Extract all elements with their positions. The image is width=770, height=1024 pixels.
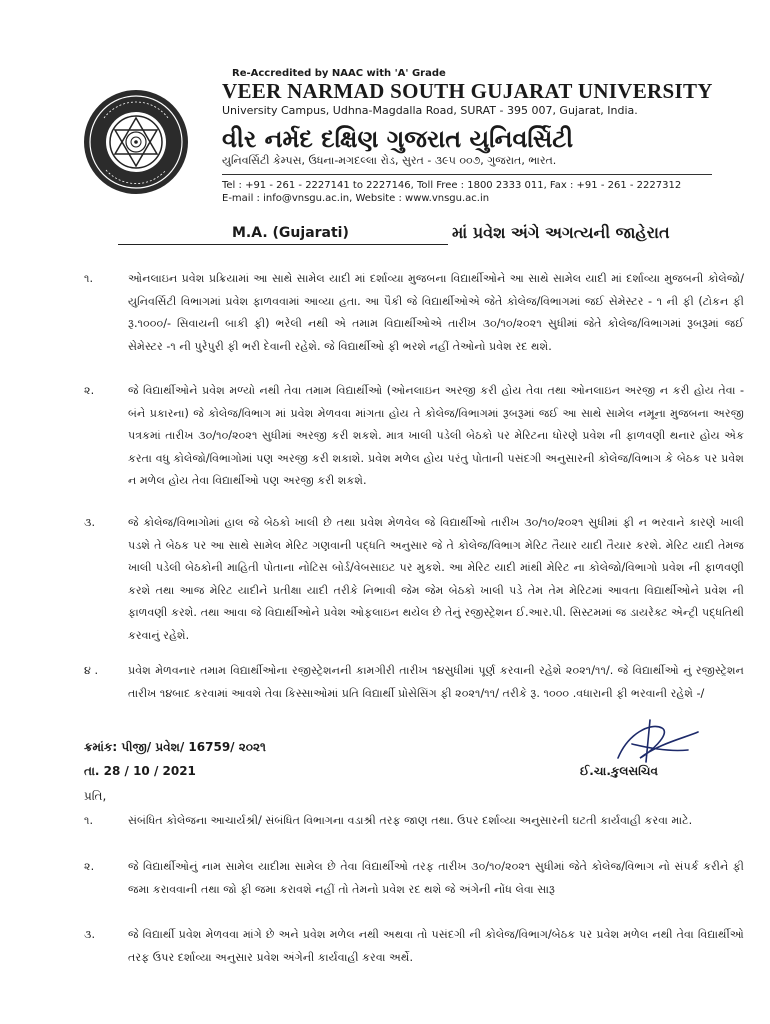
- university-address: University Campus, Udhna-Magdalla Road, SURAT - 395 007, Gujarat, India.: [222, 104, 638, 117]
- title-underline: [118, 244, 448, 245]
- recipient-text: જે વિદ્યાર્થી પ્રવેશ મેળવવા માંગે છે અને પ્રવેશ મળેલ નથી અથવા તો પસંદગી ની કોલેજ/વિભાગ/બેઠક પર પ્રવેશ મળેલ નથી તેવા વિદ્યાર્થીઓ તરફ ઉપર દર્શાવ્યા અનુસાર પ્રવેશ અંગેની કાર્યવાહી કરવા અર્થે.: [128, 928, 744, 964]
- recipient-text: સંબંધિત કોલેજના આચાર્યશ્રી/ સંબંધિત વિભાગના વડાશ્રી તરફ જાણ તથા. ઉપર દર્શાવ્યા અનુસારની ઘટતી કાર્યવાહી કરવા માટે.: [128, 814, 693, 827]
- university-seal-logo: [82, 88, 190, 196]
- paragraph-number: ૪ .: [84, 664, 99, 677]
- title-text: માં પ્રવેશ અંગે અગત્યની જાહેરાત: [452, 223, 670, 242]
- contact-phone: Tel : +91 - 261 - 2227141 to 2227146, Toll Free : 1800 2333 011, Fax : +91 - 261 - 2227312: [222, 180, 682, 191]
- paragraph-2: [84, 380, 744, 493]
- course-name: M.A. (Gujarati): [232, 225, 349, 241]
- recipient-2: [84, 856, 744, 901]
- letterhead: [222, 68, 732, 205]
- reference-date: તા. 28 / 10 / 2021: [84, 764, 196, 778]
- paragraph-3: [84, 512, 744, 648]
- paragraph-text: જે વિદ્યાર્થીઓને પ્રવેશ મળ્યો નથી તેવા તમામ વિદ્યાર્થીઓ (ઓનલાઇન અરજી કરી હોય તેવા તથા ઓનલાઇન અરજી ન કરી હોય તેવા - બંને પ્રકારના) જે કોલેજ/વિભાગ માં પ્રવેશ મેળવવા માંગતા હોય તે કોલેજ/વિભાગમાં રૂબરૂમાં જઈ આ સાથે સામેલ નમૂના મુજબના અરજી પત્રકમાં તારીખ ૩૦/૧૦/૨૦૨૧ સુધીમાં અરજી કરી શકશે. માત્ર ખાલી પડેલી બેઠકો પર મેરિટના ધોરણે પ્રવેશ ની ફાળવણી થનાર હોય એક કરતા વધુ કોલેજો/વિભાગોમાં પણ અરજી કરી શકાશે. પ્રવેશ મળેલ હોય પરંતુ પોતાની પસંદગી અનુસારની કોલેજ/વિભાગ કે બેઠક પર પ્રવેશ ન મળેલ હોય તેવા વિદ્યાર્થીઓ પણ અરજી કરી શકશે.: [128, 384, 744, 488]
- university-name: VEER NARMAD SOUTH GUJARAT UNIVERSITY: [222, 79, 713, 103]
- paragraph-1: [84, 268, 744, 358]
- university-name-gujarati: વીર નર્મદ દક્ષિણ ગુજરાત યુનિવર્સિટી: [222, 125, 574, 153]
- prati-label: પ્રતિ,: [84, 789, 107, 803]
- university-address-gujarati: યુનિવર્સિટી કેમ્પસ, ઉધના-મગદલ્લા રોડ, સુરત - ૩૯૫ ૦૦૭, ગુજરાત, ભારત.: [222, 154, 557, 167]
- paragraph-text: પ્રવેશ મેળવનાર તમામ વિદ્યાર્થીઓના રજીસ્ટ્રેશનની કામગીરી તારીખ ૧૪સુધીમાં પૂર્ણ કરવાની રહેશે ૨૦૨૧/૧૧/. જે વિદ્યાર્થીઓ નું રજીસ્ટ્રેશન તારીખ ૧૪બાદ કરવામાં આવશે તેવા કિસ્સાઓમાં પ્રતિ વિદ્યાર્થી પ્રોસેસિંગ ફી ૨૦૨૧/૧૧/ તરીકે રૂ. ૧૦૦૦ .વધારાની ફી ભરવાની રહેશે -/: [128, 664, 744, 700]
- paragraph-text: ઓનલાઇન પ્રવેશ પ્રક્રિયામાં આ સાથે સામેલ યાદી માં દર્શાવ્યા મુજબના વિદ્યાર્થીઓને આ સાથે સામેલ યાદી માં દર્શાવ્યા મુજબની કોલેજો/યુનિવર્સિટી વિભાગમાં પ્રવેશ ફાળવવામાં આવ્યા હતા. આ પૈકી જે વિદ્યાર્થીઓએ જેતે કોલેજ/વિભાગમાં જઈ સેમેસ્ટર - ૧ ની ફી (ટોકન ફી રૂ.૧૦૦૦/- સિવાયની બાકી ફી) ભરેલી નથી એ તમામ વિદ્યાર્થીઓએ તારીખ ૩૦/૧૦/૨૦૨૧ સુધીમાં જેતે કોલેજ/વિભાગમાં રૂબરૂમાં જઈ સેમેસ્ટર -૧ ની પુરેપુરી ફી ભરી દેવાની રહેશે. જે વિદ્યાર્થીઓ ફી ભરશે નહીં તેઓનો પ્રવેશ રદ થશે.: [128, 272, 744, 353]
- recipient-text: જે વિદ્યાર્થીઓનું નામ સામેલ યાદીમા સામેલ છે તેવા વિદ્યાર્થીઓ તરફ તારીખ ૩૦/૧૦/૨૦૨૧ સુધીમાં જેતે કોલેજ/વિભાગ નો સંપર્ક કરીને ફી જમા કરાવવાની તથા જો ફી જમા કરાવશે નહીં તો તેમનો પ્રવેશ રદ થશે જે અંગેની નોંધ લેવા સારૂ: [128, 860, 744, 896]
- paragraph-number: ૨.: [84, 384, 95, 397]
- recipient-number: ૨.: [84, 860, 95, 873]
- paragraph-text: જે કોલેજ/વિભાગોમાં હાલ જે બેઠકો ખાલી છે તથા પ્રવેશ મેળવેલ જે વિદ્યાર્થીઓ તારીખ ૩૦/૧૦/૨૦૨૧ સુધીમાં ફી ન ભરવાને કારણે ખાલી પડશે તે બેઠક પર આ સાથે સામેલ મેરિટ ગણવાની પદ્ધતિ અનુસાર જે તે કોલેજ/વિભાગ મેરિટ તૈયાર યાદી તૈયાર કરશે. મેરિટ યાદી તેમજ ખાલી પડેલી બેઠકોની માહિતી પોતાના નોટિસ બોર્ડ/વેબસાઇટ પર મુકશે. આ મેરિટ યાદી માંથી મેરિટ ના કોલેજો/વિભાગો પ્રવેશ ની ફાળવણી કરશે તથા આજ મેરિટ યાદીને પ્રતીક્ષા યાદી તરીકે નિભાવી જેમ જેમ બેઠકો ખાલી પડે તેમ તેમ મેરિટમાં આવતા વિદ્યાર્થીઓને પ્રવેશ ની ફાળવણી કરશે. તથા આવા જે વિદ્યાર્થીઓને પ્રવેશ ઓફલાઇન થયેલ છે તેનું રજીસ્ટ્રેશન ઈ.આર.પી. સિસ્ટમમાં જ ડાયરેક્ટ એન્ટ્રી પદ્ધતિથી કરવાનું રહેશે.: [128, 516, 744, 642]
- notice-title: [118, 222, 738, 248]
- recipient-1: [84, 810, 744, 833]
- recipient-number: ૧.: [84, 814, 94, 827]
- accreditation-text: Re-Accredited by NAAC with 'A' Grade: [232, 68, 446, 79]
- reference-number: ક્રમાંક: પીજી/ પ્રવેશ/ 16759/ ૨૦૨૧: [84, 740, 266, 754]
- header-divider: [222, 174, 712, 175]
- paragraph-number: ૧.: [84, 272, 94, 285]
- recipient-number: ૩.: [84, 928, 96, 941]
- paragraph-4: [84, 660, 744, 705]
- registrar-designation: ઈ.ચા.કુલસચિવ: [580, 764, 658, 778]
- paragraph-number: ૩.: [84, 516, 96, 529]
- contact-email-web: E-mail : info@vnsgu.ac.in, Website : www.vnsgu.ac.in: [222, 193, 490, 204]
- recipient-3: [84, 924, 744, 969]
